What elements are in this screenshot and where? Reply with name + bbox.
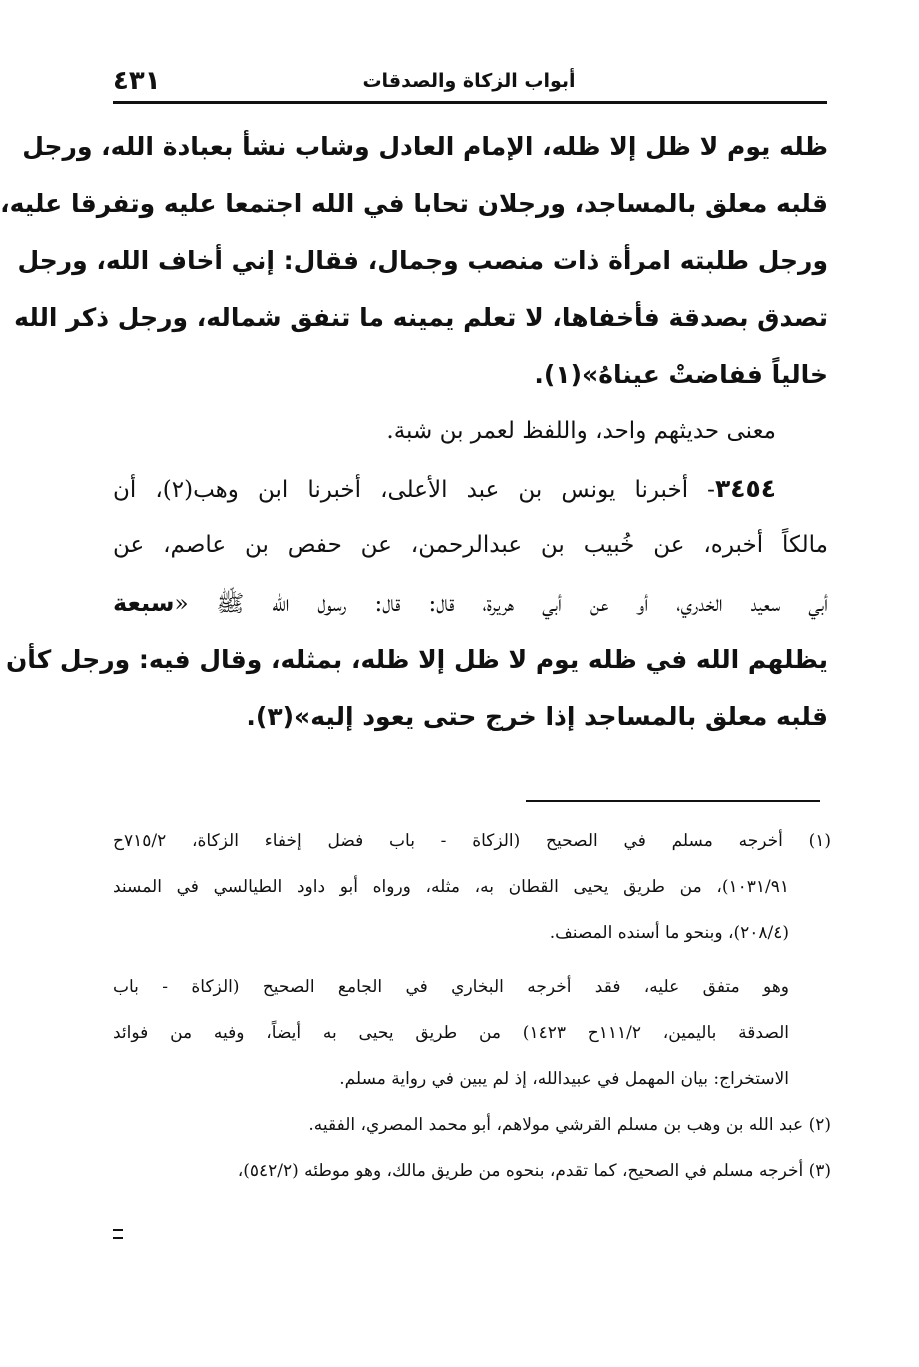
text-line: خالياً ففاضتْ عيناهُ»(١).: [534, 360, 828, 389]
footnote-line: وهو متفق عليه، فقد أخرجه البخاري في الجامع الصحيح (الزكاة - باب: [113, 977, 789, 997]
hadith-number: ٣٤٥٤: [714, 474, 776, 503]
text-line: قلبه معلق بالمساجد، ورجلان تحابا في الله اجتمعا عليه وتفرقا عليه،: [0, 189, 828, 218]
footnote-line: (٢٠٨/٤)، وبنحو ما أسنده المصنف.: [549, 923, 789, 943]
footnote-line: (٢) عبد الله بن وهب بن مسلم القرشي مولاهم، أبو محمد المصري، الفقيه.: [308, 1115, 831, 1135]
page-number: ٤٣١: [113, 66, 161, 96]
text-span: سبعة: [113, 589, 175, 617]
main-text: [0, 118, 828, 745]
text-span: أبي سعيد الخدري، أو عن أبي هريرة، قال: قال: رسول الله ﷺ «: [174, 591, 828, 617]
footnote-line: الاستخراج: بيان المهمل في عبيدالله، إذ لم يبين في رواية مسلم.: [339, 1069, 789, 1089]
text-line: تصدق بصدقة فأخفاها، لا تعلم يمينه ما تنفق شماله، ورجل ذكر الله: [14, 303, 828, 332]
text-line: ورجل طلبته امرأة ذات منصب وجمال، فقال: إني أخاف الله، ورجل: [17, 246, 828, 275]
page-header: [113, 64, 825, 98]
hadith-first-line: [113, 460, 828, 517]
continuation-mark: [113, 1229, 123, 1239]
text-line: ظله يوم لا ظل إلا ظله، الإمام العادل وشاب نشأ بعبادة الله، ورجل: [22, 132, 828, 161]
footnote-line: الصدقة باليمين، ١١١/٢ح ١٤٢٣) من طريق يحيى به أيضاً، وفيه من فوائد: [113, 1023, 789, 1043]
text-span: - أخبرنا يونس بن عبد الأعلى، أخبرنا ابن وهب(٢)، أن: [113, 477, 715, 503]
footnote-line: (٣) أخرجه مسلم في الصحيح، كما تقدم، بنحوه من طريق مالك، وهو موطئه (٥٤٢/٢)،: [237, 1161, 831, 1181]
running-title: أبواب الزكاة والصدقات: [362, 70, 576, 92]
header-rule: [113, 101, 827, 104]
footnote-separator: [526, 800, 820, 802]
text-line: قلبه معلق بالمساجد إذا خرج حتى يعود إليه»(٣).: [246, 702, 828, 731]
text-line: يظلهم الله في ظله يوم لا ظل إلا ظله، بمثله، وقال فيه: ورجل كأن: [5, 645, 828, 674]
footnote-line: ١٠٣١/٩١)، من طريق يحيى القطان به، مثله، ورواه أبو داود الطيالسي في المسند: [113, 877, 789, 897]
footnote-line: (١) أخرجه مسلم في الصحيح (الزكاة - باب فضل إخفاء الزكاة، ٧١٥/٢ح: [113, 831, 831, 851]
text-line: معنى حديثهم واحد، واللفظ لعمر بن شبة.: [386, 418, 776, 444]
text-line: [113, 574, 828, 631]
text-line: مالكاً أخبره، عن خُبيب بن عبدالرحمن، عن حفص بن عاصم، عن: [113, 532, 828, 558]
footnotes: [113, 818, 831, 1194]
